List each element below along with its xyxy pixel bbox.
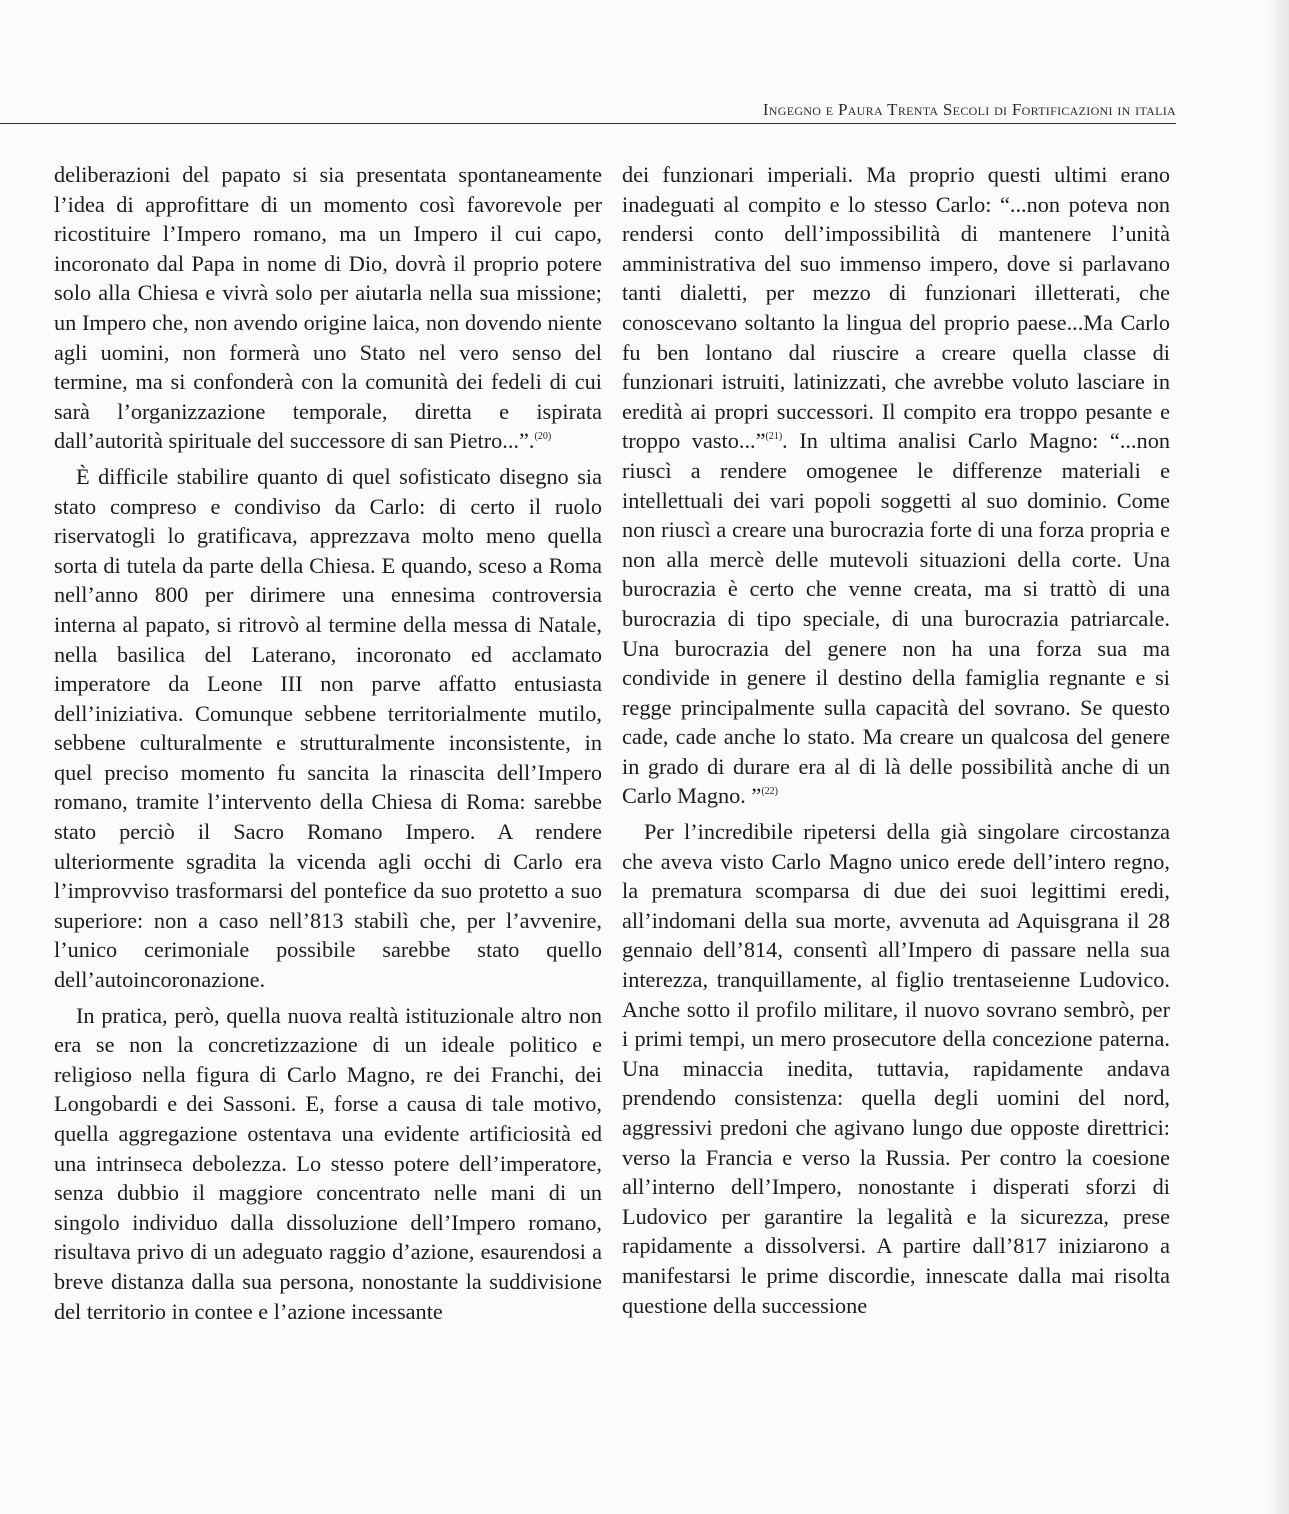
paragraph bbox=[54, 160, 602, 456]
paragraph: In pratica, però, quella nuova realtà istituzionale altro non era se non la concretizzazione di un ideale politico e religioso nella figura di Carlo Magno, re dei Franchi, dei Longobardi e dei Sassoni. E, forse a causa di tale motivo, quella aggregazione ostentava una evidente artificiosità ed una intrinseca debolezza. Lo stesso potere dell’imperatore, senza dubbio il maggiore concentrato nelle mani di un singolo individuo dalla dissoluzione dell’Impero romano, risultava privo di un adeguato raggio d’azione, esaurendosi a breve distanza dalla sua persona, nonostante la suddivisione del territorio in contee e l’azione incessante bbox=[54, 1002, 602, 1324]
page-edge-shadow bbox=[1267, 0, 1289, 1514]
paragraph-text: deliberazioni del papato si sia presentata spontaneamente l’idea di approfittare di un momento così favorevole per ricostituire l’Impero romano, ma un Impero il cui capo, incoronato dal Papa in nome di Dio, dovrà il proprio potere solo alla Chiesa e vivrà solo per aiutarla nella sua missione; un Impero che, non avendo origine laica, non dovendo niente agli uomini, non formerà uno Stato nel vero senso del termine, ma si confonderà con la comunità dei fedeli di cui sarà l’organizzazione temporale, diretta e ispirata dall’autorità spirituale del successore di san Pietro...”. bbox=[54, 162, 602, 454]
right-column bbox=[622, 160, 1170, 1320]
running-header: Ingegno e Paura Trenta Secoli di Fortificazioni in italia bbox=[762, 100, 1176, 119]
footnote-reference: (21) bbox=[765, 431, 783, 443]
footnote-reference: (20) bbox=[534, 431, 552, 443]
paragraph-text: . In ultima analisi Carlo Magno: “...non riuscì a rendere omogenee le differenze materiali e intellettuali dei vari popoli soggetti al suo dominio. Come non riuscì a creare una burocrazia forte di una forza propria e non alla mercè delle mutevoli situazioni della corte. Una burocrazia è certo che venne creata, ma si trattò di una burocrazia di tipo speciale, di una burocrazia patriarcale. Una burocrazia del genere non ha una forza sua ma condivide in genere il destino della famiglia regnante e si regge principalmente sulla capacità del sovrano. Se questo cade, cade anche lo stato. Ma creare un qualcosa del genere in grado di durare era al di là delle possibilità anche di un Carlo Magno. ” bbox=[622, 428, 1170, 809]
paragraph-text: dei funzionari imperiali. Ma proprio questi ultimi erano inadeguati al compito e lo stesso Carlo: “...non poteva non rendersi conto dell’impossibilità di mantenere l’unità amministrativa del suo immenso impero, dove si parlavano tanti dialetti, per mezzo di funzionari illetterati, che conoscevano soltanto la lingua del proprio paese...Ma Carlo fu ben lontano dal riuscire a creare quella classe di funzionari istruiti, latinizzati, che avrebbe voluto lasciare in eredità ai propri successori. Il compito era troppo pesante e troppo vasto...” bbox=[622, 162, 1170, 454]
header-rule bbox=[0, 123, 1176, 124]
footnote-reference: (22) bbox=[761, 786, 778, 798]
paragraph: È difficile stabilire quanto di quel sofisticato disegno sia stato compreso e condiviso da Carlo: di certo il ruolo riservatogli lo gratificava, apprezzava molto meno quella sorta di tutela da parte della Chiesa. E quando, sceso a Roma nell’anno 800 per dirimere una ennesima controversia interna al papato, si ritrovò al termine della messa di Natale, nella basilica del Laterano, incoronato ed acclamato imperatore da Leone III non parve affatto entusiasta dell’iniziativa. Comunque sebbene territorialmente mutilo, sebbene culturalmente e strutturalmente inconsistente, in quel preciso momento fu sancita la rinascita dell’Impero romano, tramite l’intervento della Chiesa di Roma: sarebbe stato perciò il Sacro Romano Impero. A rendere ulteriormente sgradita la vicenda agli occhi di Carlo era l’improvviso trasformarsi del pontefice da suo protetto a suo superiore: non a caso nell’813 stabilì che, per l’avvenire, l’unico cerimoniale possibile sarebbe stato quello dell’autoincoronazione. bbox=[54, 463, 602, 993]
paragraph bbox=[622, 160, 1170, 811]
left-column bbox=[54, 160, 602, 1326]
paragraph: Per l’incredibile ripetersi della già singolare circostanza che aveva visto Carlo Magno unico erede dell’intero regno, la prematura scomparsa di due dei suoi legittimi eredi, all’indomani della sua morte, avvenuta ad Aquisgrana il 28 gennaio dell’814, consentì all’Impero di passare nella sua interezza, tranquillamente, al figlio trentaseienne Ludovico. Anche sotto il profilo militare, il nuovo sovrano sembrò, per i primi tempi, un mero prosecutore della concezione paterna. Una minaccia inedita, tuttavia, rapidamente andava prendendo consistenza: quella degli uomini del nord, aggressivi predoni che agivano lungo due opposte direttrici: verso la Francia e verso la Russia. Per contro la coesione all’interno dell’Impero, nonostante i disperati sforzi di Ludovico per garantire la legalità e la sicurezza, prese rapidamente a dissolversi. A partire dall’817 iniziarono a manifestarsi le prime discordie, innescate dalla mai risolta questione della successione bbox=[622, 819, 1170, 1318]
